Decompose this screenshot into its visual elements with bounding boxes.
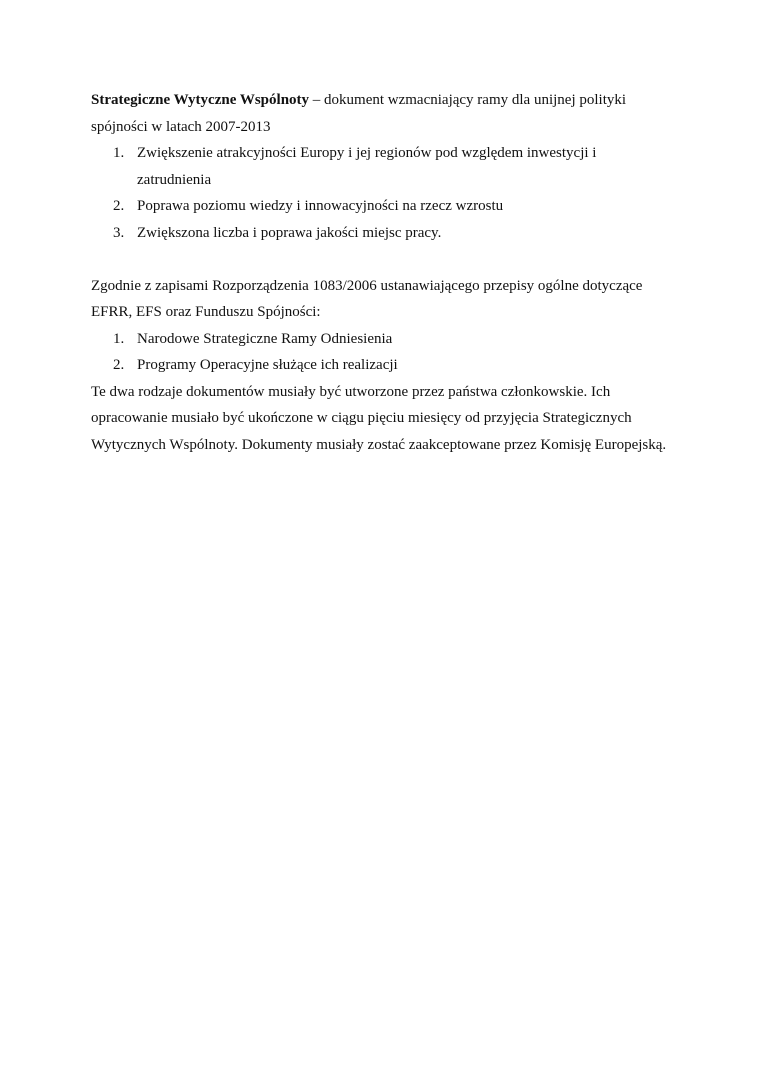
list-item-text: Poprawa poziomu wiedzy i innowacyjności na rzecz wzrostu	[137, 198, 504, 214]
list-item	[91, 326, 671, 353]
list-item-number: 3.	[113, 224, 125, 241]
list-item	[91, 193, 671, 220]
list-item	[91, 352, 671, 379]
list-item-text: Zwiększenie atrakcyjności Europy i jej regionów pod względem inwestycji i zatrudnienia	[137, 145, 597, 188]
list-item-text: Narodowe Strategiczne Ramy Odniesienia	[137, 330, 393, 347]
list-item-number: 2.	[113, 198, 125, 214]
section2-closing-paragraph: Te dwa rodzaje dokumentów musiały być utworzone przez państwa członkowskie. Ich opracowanie musiało być ukończone w ciągu pięciu miesięcy od przyjęcia Strategicznych Wytycznych Wspólnoty. Dokumenty musiały zostać zaakceptowane przez Komisję Europejską.	[91, 383, 667, 453]
section2-intro-paragraph: Zgodnie z zapisami Rozporządzenia 1083/2006 ustanawiającego przepisy ogólne dotyczące EFRR, EFS oraz Funduszu Spójności:	[91, 277, 643, 320]
list-item	[91, 220, 671, 247]
list-item-text: Programy Operacyjne służące ich realizacji	[137, 357, 398, 373]
list-item-number: 2.	[113, 357, 125, 373]
list-item-number: 1.	[113, 145, 125, 161]
document-body	[91, 87, 671, 458]
list-item	[91, 140, 671, 193]
blank-line	[91, 246, 671, 273]
list-item-number: 1.	[113, 330, 125, 347]
list-item-text: Zwiększona liczba i poprawa jakości miejsc pracy.	[137, 224, 442, 241]
section1-intro-paragraph	[91, 87, 671, 140]
section2-list	[91, 326, 671, 379]
section1-list	[91, 140, 671, 246]
section1-intro-text: – dokument wzmacniający ramy dla unijnej polityki spójności w latach 2007-2013	[91, 92, 627, 135]
section1-title: Strategiczne Wytyczne Wspólnoty	[91, 92, 310, 108]
